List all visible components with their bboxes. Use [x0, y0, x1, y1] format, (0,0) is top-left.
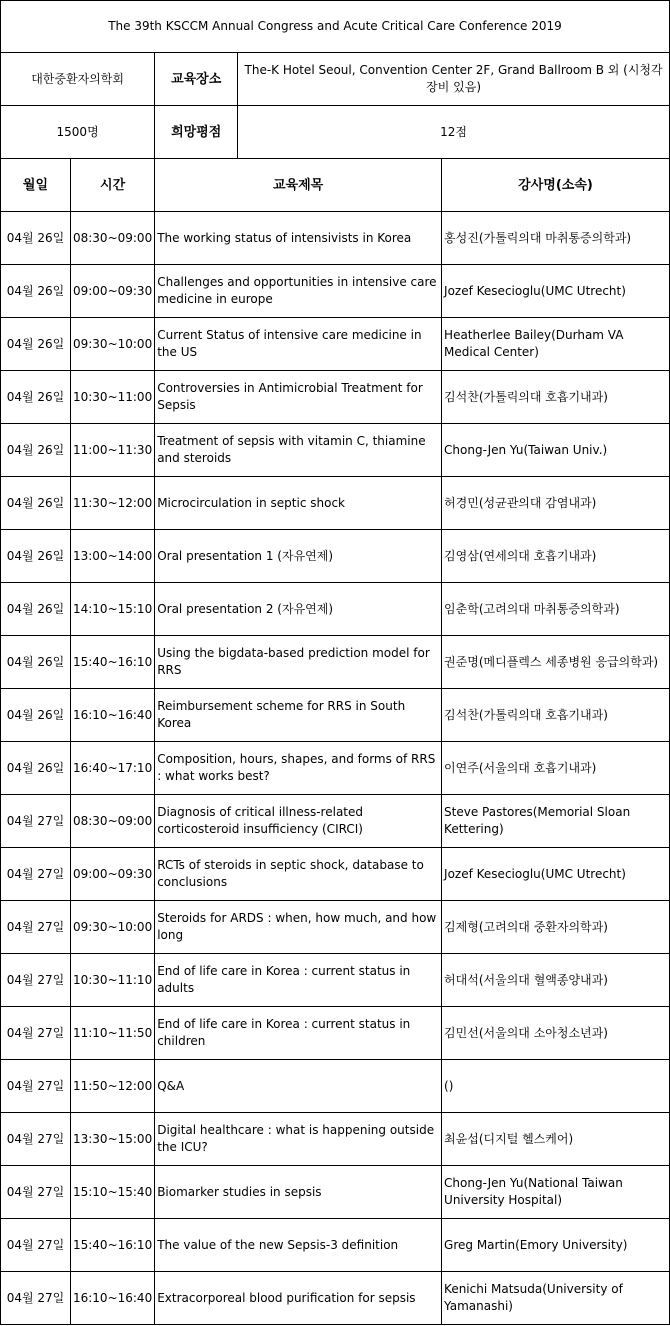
- row-time: 11:30~12:00: [70, 477, 154, 530]
- row-topic: Current Status of intensive care medicine in the US: [155, 318, 442, 371]
- row-time: 10:30~11:10: [70, 954, 154, 1007]
- row-topic: Digital healthcare : what is happening outside the ICU?: [155, 1113, 442, 1166]
- row-date: 04월 26일: [1, 424, 71, 477]
- row-topic: Controversies in Antimicrobial Treatment for Sepsis: [155, 371, 442, 424]
- row-speaker: 김석찬(가톨릭의대 호흡기내과): [442, 689, 670, 742]
- row-date: 04월 26일: [1, 689, 71, 742]
- venue-label: 교육장소: [155, 53, 238, 106]
- row-speaker: 임춘학(고려의대 마취통증의학과): [442, 583, 670, 636]
- row-topic: End of life care in Korea : current status in children: [155, 1007, 442, 1060]
- attendance-row: [1, 106, 670, 159]
- row-speaker: Jozef Kesecioglu(UMC Utrecht): [442, 265, 670, 318]
- row-speaker: 권준명(메디플렉스 세종병원 응급의학과): [442, 636, 670, 689]
- row-topic: End of life care in Korea : current status in adults: [155, 954, 442, 1007]
- row-speaker: 허대석(서울의대 혈액종양내과): [442, 954, 670, 1007]
- row-date: 04월 27일: [1, 795, 71, 848]
- row-topic: Biomarker studies in sepsis: [155, 1166, 442, 1219]
- row-speaker: Greg Martin(Emory University): [442, 1219, 670, 1272]
- row-date: 04월 26일: [1, 265, 71, 318]
- row-date: 04월 26일: [1, 742, 71, 795]
- row-date: 04월 27일: [1, 848, 71, 901]
- row-topic: Diagnosis of critical illness-related corticosteroid insufficiency (CIRCI): [155, 795, 442, 848]
- table-row: [1, 1166, 670, 1219]
- row-date: 04월 26일: [1, 477, 71, 530]
- row-time: 08:30~09:00: [70, 212, 154, 265]
- row-time: 16:40~17:10: [70, 742, 154, 795]
- conference-title: The 39th KSCCM Annual Congress and Acute Critical Care Conference 2019: [1, 1, 670, 53]
- row-speaker: Steve Pastores(Memorial Sloan Kettering): [442, 795, 670, 848]
- row-time: 11:10~11:50: [70, 1007, 154, 1060]
- attendees: 1500명: [1, 106, 155, 159]
- organizer: 대한중환자의학회: [1, 53, 155, 106]
- row-topic: Reimbursement scheme for RRS in South Korea: [155, 689, 442, 742]
- row-speaker: Kenichi Matsuda(University of Yamanashi): [442, 1272, 670, 1325]
- row-time: 11:50~12:00: [70, 1060, 154, 1113]
- table-row: [1, 742, 670, 795]
- row-time: 11:00~11:30: [70, 424, 154, 477]
- row-date: 04월 27일: [1, 1272, 71, 1325]
- row-speaker: 허경민(성균관의대 감염내과): [442, 477, 670, 530]
- row-time: 09:30~10:00: [70, 901, 154, 954]
- row-time: 15:40~16:10: [70, 1219, 154, 1272]
- row-date: 04월 27일: [1, 1060, 71, 1113]
- table-row: [1, 1272, 670, 1325]
- table-row: [1, 1113, 670, 1166]
- row-date: 04월 26일: [1, 636, 71, 689]
- row-date: 04월 27일: [1, 1113, 71, 1166]
- table-row: [1, 212, 670, 265]
- row-speaker: (): [442, 1060, 670, 1113]
- row-topic: Steroids for ARDS : when, how much, and how long: [155, 901, 442, 954]
- header-topic: 교육제목: [155, 159, 442, 212]
- row-time: 13:00~14:00: [70, 530, 154, 583]
- row-speaker: 이연주(서울의대 호흡기내과): [442, 742, 670, 795]
- row-date: 04월 26일: [1, 583, 71, 636]
- row-topic: RCTs of steroids in septic shock, database to conclusions: [155, 848, 442, 901]
- row-time: 13:30~15:00: [70, 1113, 154, 1166]
- table-row: [1, 1007, 670, 1060]
- row-topic: The working status of intensivists in Korea: [155, 212, 442, 265]
- row-date: 04월 26일: [1, 530, 71, 583]
- table-row: [1, 530, 670, 583]
- row-time: 08:30~09:00: [70, 795, 154, 848]
- row-date: 04월 27일: [1, 954, 71, 1007]
- table-row: [1, 583, 670, 636]
- row-time: 15:40~16:10: [70, 636, 154, 689]
- row-speaker: Chong-Jen Yu(National Taiwan University Hospital): [442, 1166, 670, 1219]
- row-topic: Composition, hours, shapes, and forms of RRS : what works best?: [155, 742, 442, 795]
- table-row: [1, 1060, 670, 1113]
- table-row: [1, 636, 670, 689]
- row-topic: Using the bigdata-based prediction model for RRS: [155, 636, 442, 689]
- row-date: 04월 27일: [1, 1219, 71, 1272]
- row-topic: Extracorporeal blood purification for sepsis: [155, 1272, 442, 1325]
- header-speaker: 강사명(소속): [442, 159, 670, 212]
- table-row: [1, 901, 670, 954]
- row-time: 15:10~15:40: [70, 1166, 154, 1219]
- table-row: [1, 689, 670, 742]
- row-date: 04월 27일: [1, 901, 71, 954]
- header-time: 시간: [70, 159, 154, 212]
- row-time: 14:10~15:10: [70, 583, 154, 636]
- row-topic: The value of the new Sepsis-3 definition: [155, 1219, 442, 1272]
- row-time: 09:30~10:00: [70, 318, 154, 371]
- row-speaker: 김민선(서울의대 소아청소년과): [442, 1007, 670, 1060]
- row-speaker: Jozef Kesecioglu(UMC Utrecht): [442, 848, 670, 901]
- table-row: [1, 371, 670, 424]
- title-row: [1, 1, 670, 53]
- row-time: 09:00~09:30: [70, 265, 154, 318]
- header-date: 월일: [1, 159, 71, 212]
- row-topic: Challenges and opportunities in intensive care medicine in europe: [155, 265, 442, 318]
- table-row: [1, 1219, 670, 1272]
- venue-row: [1, 53, 670, 106]
- venue: The-K Hotel Seoul, Convention Center 2F, Grand Ballroom B 외 (시청각 장비 있음): [238, 53, 670, 106]
- table-row: [1, 477, 670, 530]
- row-topic: Q&A: [155, 1060, 442, 1113]
- table-row: [1, 954, 670, 1007]
- table-row: [1, 265, 670, 318]
- points-label: 희망평점: [155, 106, 238, 159]
- row-topic: Microcirculation in septic shock: [155, 477, 442, 530]
- row-speaker: Chong-Jen Yu(Taiwan Univ.): [442, 424, 670, 477]
- table-row: [1, 795, 670, 848]
- row-time: 10:30~11:00: [70, 371, 154, 424]
- row-speaker: 홍성진(가톨릭의대 마취통증의학과): [442, 212, 670, 265]
- row-topic: Oral presentation 2 (자유연제): [155, 583, 442, 636]
- row-date: 04월 26일: [1, 212, 71, 265]
- table-row: [1, 318, 670, 371]
- row-speaker: 김석찬(가톨릭의대 호흡기내과): [442, 371, 670, 424]
- row-topic: Treatment of sepsis with vitamin C, thiamine and steroids: [155, 424, 442, 477]
- table-row: [1, 424, 670, 477]
- row-speaker: 김제형(고려의대 중환자의학과): [442, 901, 670, 954]
- table-row: [1, 848, 670, 901]
- row-speaker: 김영삼(연세의대 호흡기내과): [442, 530, 670, 583]
- header-row: [1, 159, 670, 212]
- row-date: 04월 27일: [1, 1007, 71, 1060]
- points: 12점: [238, 106, 670, 159]
- row-date: 04월 27일: [1, 1166, 71, 1219]
- row-time: 16:10~16:40: [70, 689, 154, 742]
- row-topic: Oral presentation 1 (자유연제): [155, 530, 442, 583]
- row-speaker: Heatherlee Bailey(Durham VA Medical Center): [442, 318, 670, 371]
- row-date: 04월 26일: [1, 371, 71, 424]
- row-speaker: 최윤섭(디지털 헬스케어): [442, 1113, 670, 1166]
- row-date: 04월 26일: [1, 318, 71, 371]
- row-time: 09:00~09:30: [70, 848, 154, 901]
- row-time: 16:10~16:40: [70, 1272, 154, 1325]
